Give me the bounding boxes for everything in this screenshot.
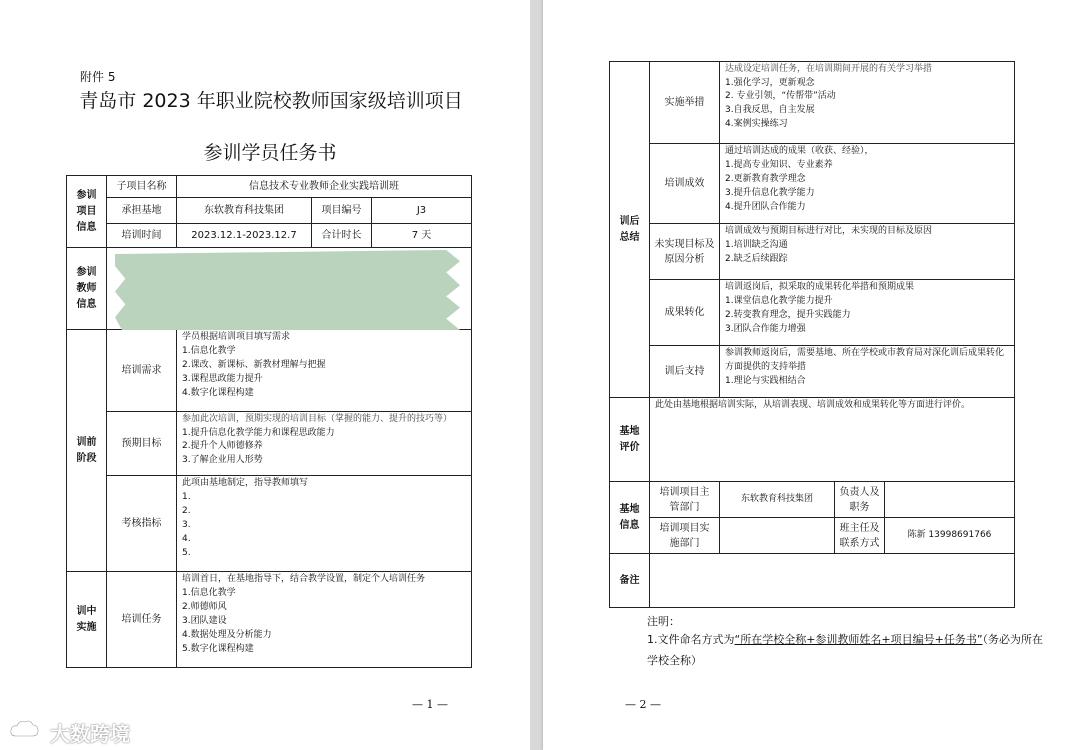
teacher-section-label xyxy=(67,248,107,330)
eval-section-text: 基地评价 xyxy=(619,425,640,453)
impl-dept-value xyxy=(720,518,835,554)
unmet-text: 培训成效与预期目标进行对比，未实现的目标及原因 1.培训缺乏沟通 2.缺乏后续跟踪 xyxy=(720,224,1015,280)
base-info-section-text: 基地信息 xyxy=(619,503,640,531)
task-table-page2 xyxy=(609,61,1015,608)
eval-section-label xyxy=(610,398,650,482)
measures-cell xyxy=(720,62,1015,144)
page-gap xyxy=(530,0,543,750)
pre-section-label xyxy=(67,330,107,572)
remark-label: 备注 xyxy=(610,554,650,608)
need-label: 培训需求 xyxy=(107,330,177,412)
contact-label: 班主任及联系方式 xyxy=(835,518,885,554)
assess-text: 此项由基地制定，指导教师填写 1. 2. 3. 4. 5. xyxy=(177,476,472,572)
base-value: 东软教育科技集团 xyxy=(177,198,312,224)
time-value: 2023.12.1-2023.12.7 xyxy=(177,224,312,248)
task-text: 培训首日，在基地指导下，结合教学设置，制定个人培训任务 1.信息化教学 2.师德师风 3.团队建设 4.数据处理及分析能力 5.数字化课程构建 xyxy=(177,572,472,668)
remark-value xyxy=(650,554,1015,608)
assess-label: 考核指标 xyxy=(107,476,177,572)
hours-label: 合计时长 xyxy=(312,224,372,248)
time-label: 培训时间 xyxy=(107,224,177,248)
note-text xyxy=(647,630,1047,672)
goal-intro: 参加此次培训，预期实现的培训目标（掌握的能力、提升的技巧等） xyxy=(182,414,453,424)
page-number: — 2 — xyxy=(625,698,661,711)
sub-project-label: 子项目名称 xyxy=(107,176,177,198)
page-number: — 1 — xyxy=(412,698,448,711)
person-value xyxy=(885,482,1015,518)
goal-cell xyxy=(177,412,472,476)
note-suffix: （务必为所在学校全称） xyxy=(647,633,1044,667)
support-label: 训后支持 xyxy=(650,346,720,398)
measures-text: 1.强化学习，更新观念 2. 专业引领，“传帮带”活动 3.自我反思，自主发展 4.案例实操练习 xyxy=(725,77,836,130)
cloud-logo-icon xyxy=(8,716,52,740)
note-title: 注明： xyxy=(647,615,680,628)
manage-dept-value: 东软教育科技集团 xyxy=(720,482,835,518)
project-no-label: 项目编号 xyxy=(312,198,372,224)
result-label: 培训成效 xyxy=(650,144,720,224)
need-text: 学员根据培训项目填写需求 1.信息化教学 2.课改、新课标、新教材理解与把握 3.课程思政能力提升 4.数字化课程构建 xyxy=(177,330,472,412)
eval-text: 此处由基地根据培训实际，从培训表现、培训成效和成果转化等方面进行评价。 xyxy=(650,398,1015,482)
support-text: 参训教师返岗后，需要基地、所在学校或市教育局对深化训后成果转化方面提供的支持举措 1.理论与实践相结合 xyxy=(720,346,1015,398)
post-section-text: 训后总结 xyxy=(619,215,640,243)
task-table-page1 xyxy=(66,175,472,668)
annex-label: 附件 5 xyxy=(80,70,116,84)
person-label: 负责人及职务 xyxy=(835,482,885,518)
mid-section-label xyxy=(67,572,107,668)
unmet-label: 未实现目标及原因分析 xyxy=(650,224,720,280)
redacted-teacher-info xyxy=(115,250,460,330)
project-section-text: 参训项目信息 xyxy=(76,189,97,233)
document-subtitle: 参训学员任务书 xyxy=(203,142,337,164)
impl-dept-label: 培训项目实施部门 xyxy=(650,518,720,554)
teacher-section-text: 参训教师信息 xyxy=(76,266,97,310)
document-page-1 xyxy=(0,0,530,750)
base-label: 承担基地 xyxy=(107,198,177,224)
measures-label: 实施举措 xyxy=(650,62,720,144)
contact-value: 陈新 13998691766 xyxy=(885,518,1015,554)
note-prefix: 1.文件命名方式为 xyxy=(647,633,735,646)
task-label: 培训任务 xyxy=(107,572,177,668)
watermark-text: 大数跨境 xyxy=(50,722,130,746)
project-section-label xyxy=(67,176,107,248)
measures-intro: 达成设定培训任务，在培训期间开展的有关学习举措 xyxy=(725,64,933,74)
manage-dept-label: 培训项目主管部门 xyxy=(650,482,720,518)
goal-label: 预期目标 xyxy=(107,412,177,476)
document-title: 青岛市 2023 年职业院校教师国家级培训项目 xyxy=(79,90,463,112)
result-text: 通过培训达成的成果（收获、经验）， 1.提高专业知识、专业素养 2.更新教育教学理念 3.提升信息化教学能力 4.提升团队合作能力 xyxy=(720,144,1015,224)
document-page-2 xyxy=(543,0,1080,750)
mid-section-text: 训中实施 xyxy=(76,605,97,633)
post-section-label xyxy=(610,62,650,398)
note-underlined: “所在学校全称+参训教师姓名+项目编号+任务书” xyxy=(734,633,983,646)
hours-value: 7 天 xyxy=(372,224,472,248)
project-no-value: J3 xyxy=(372,198,472,224)
transform-label: 成果转化 xyxy=(650,280,720,346)
pre-section-text: 训前阶段 xyxy=(76,436,97,464)
transform-text: 培训返岗后，拟采取的成果转化举措和预期成果 1.课堂信息化教学能力提升 2.转变教育理念，提升实践能力 3.团队合作能力增强 xyxy=(720,280,1015,346)
goal-text: 1.提升信息化教学能力和课程思政能力 2.提升个人师德修养 3.了解企业用人形势 xyxy=(182,427,335,466)
sub-project-value: 信息技术专业教师企业实践培训班 xyxy=(177,176,472,198)
base-info-section-label xyxy=(610,482,650,554)
